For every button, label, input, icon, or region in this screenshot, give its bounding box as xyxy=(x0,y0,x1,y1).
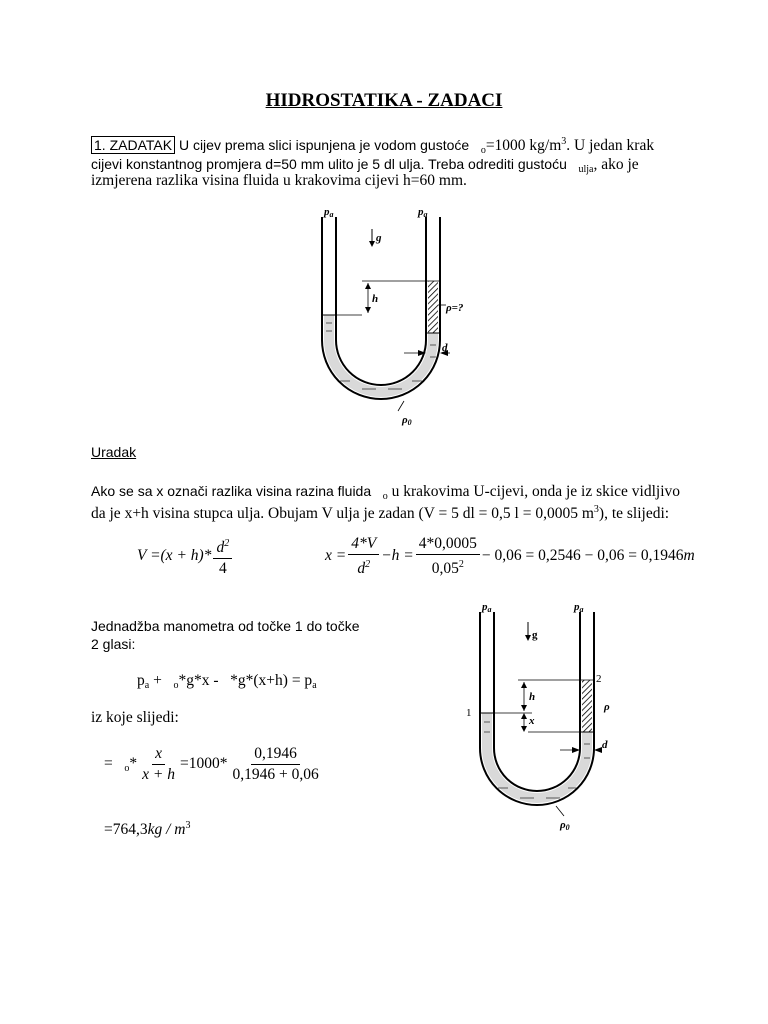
eq3-pa: p xyxy=(137,672,145,689)
eq4-f2-den: 0,1946 + 0,06 xyxy=(232,766,319,783)
eq2-unit: m xyxy=(683,547,695,565)
follows-text: iz koje slijedi: xyxy=(91,709,179,726)
pa-left-label: pa xyxy=(324,206,334,219)
eq2-lhs: x = xyxy=(325,547,347,565)
density-result xyxy=(104,815,191,840)
eq3-pa-sub: a xyxy=(144,680,150,691)
para1-sub: o xyxy=(382,491,388,502)
task-text-1a: U cijev prema slici ispunjena je vodom gustoće xyxy=(178,137,470,153)
eq4-f1-num: x xyxy=(152,745,165,765)
eq3-term1: *g*x - xyxy=(178,672,219,689)
ulja-sub: ulja xyxy=(578,164,594,175)
para2-text-a: da je x+h visina stupca ulja. Obujam V ulja je zadan (V = 5 dl = 0,5 l = 0,0005 m xyxy=(91,505,594,522)
equation-volume xyxy=(137,535,234,578)
eq1-lhs: V =(x + h)* xyxy=(137,547,212,565)
unit-sup: 3 xyxy=(561,136,567,147)
eq2-f1-num: 4*V xyxy=(348,535,379,555)
equation-x xyxy=(325,535,695,578)
rho-sub: o xyxy=(480,145,486,156)
eq4-star: * xyxy=(129,755,138,773)
fig2-pa-right: pa xyxy=(574,601,584,614)
eq5-value: =764,3 xyxy=(104,821,148,838)
eq2-fraction-1 xyxy=(348,535,379,578)
page-title: HIDROSTATIKA - ZADACI xyxy=(265,90,503,111)
manometer-equation xyxy=(137,670,317,696)
eq4-f1-den: x + h xyxy=(142,766,175,783)
eq4-equals: = xyxy=(104,755,113,773)
eq2-mid: −h = xyxy=(381,547,414,565)
eq4-f2-num: 0,1946 xyxy=(251,745,300,765)
task-line-3: izmjerena razlika visina fluida u krakovima cijevi h=60 mm. xyxy=(91,172,467,189)
eq3-rho-sub: o xyxy=(173,680,179,691)
eq5-unit: kg / m xyxy=(147,821,186,838)
eq4-fraction-2 xyxy=(229,745,321,784)
solution-heading: Uradak xyxy=(91,444,137,460)
eq1-num-sup: 2 xyxy=(224,538,230,549)
h-label: h xyxy=(372,293,379,305)
density-equation xyxy=(104,745,324,784)
eq4-sub: o xyxy=(124,763,130,775)
eq5-sup: 3 xyxy=(185,820,191,831)
eq3-plus: + xyxy=(149,672,162,689)
manometer-line-1: Jednadžba manometra od točke 1 do točke xyxy=(91,618,360,634)
eq3-term2: *g*(x+h) = p xyxy=(230,672,313,689)
para2-text-b: ), te slijedi: xyxy=(598,505,670,522)
rho0-label: ρ0 xyxy=(402,414,412,427)
task-text-1c: . U jedan krak xyxy=(566,137,655,154)
para2-sup: 3 xyxy=(593,504,599,515)
task-text-2b: , ako je xyxy=(593,156,639,173)
point-1-label: 1 xyxy=(466,707,472,719)
d-label: d xyxy=(442,342,448,354)
eq3-pa2-sub: a xyxy=(312,680,317,691)
eq2-fraction-2 xyxy=(416,535,480,578)
g-label: g xyxy=(376,232,382,244)
fig2-d-label: d xyxy=(602,739,608,751)
eq2-rest: − 0,06 = 0,2546 − 0,06 = 0,1946 xyxy=(481,547,684,565)
eq2-f2-num: 4*0,0005 xyxy=(416,535,480,555)
eq1-num: d xyxy=(216,539,225,556)
task-text-2a: cijevi konstantnog promjera d=50 mm ulito je 5 dl ulja. Treba odrediti gustoću xyxy=(91,156,567,172)
eq2-f2-den: 0,05 xyxy=(431,560,459,577)
task-label: 1. ZADATAK xyxy=(91,136,175,154)
u-tube-figure-1 xyxy=(300,205,470,430)
manometer-line-2: 2 glasi: xyxy=(91,636,136,652)
fig2-rho0-label: ρ0 xyxy=(560,819,570,832)
task-text-1b: =1000 kg/m xyxy=(485,137,562,154)
eq2-f1-den: d xyxy=(357,560,366,577)
fig2-g-label: g xyxy=(532,629,538,641)
para1-text-b: u krakovima U-cijevi, onda je iz skice vidljivo xyxy=(391,483,681,500)
fig2-pa-left: pa xyxy=(482,601,492,614)
u-tube-figure-2 xyxy=(462,598,632,834)
eq1-den: 4 xyxy=(218,560,227,577)
eq2-f1-den-sup: 2 xyxy=(365,559,371,570)
eq2-f2-den-sup: 2 xyxy=(458,559,464,570)
fig2-rho-label: ρ xyxy=(604,701,610,713)
fig2-h-label: h xyxy=(529,691,536,703)
eq1-fraction xyxy=(213,535,232,578)
pa-right-label: pa xyxy=(418,206,428,219)
fig2-x-label: x xyxy=(529,715,535,727)
para1-text-a: Ako se sa x označi razlika visina razina fluida xyxy=(91,483,372,499)
rho-unknown-label: ρ=? xyxy=(446,302,464,314)
eq4-fraction-1 xyxy=(139,745,178,784)
point-2-label: 2 xyxy=(596,673,602,685)
solution-para-2 xyxy=(91,499,669,524)
eq4-mid: =1000* xyxy=(179,755,228,773)
